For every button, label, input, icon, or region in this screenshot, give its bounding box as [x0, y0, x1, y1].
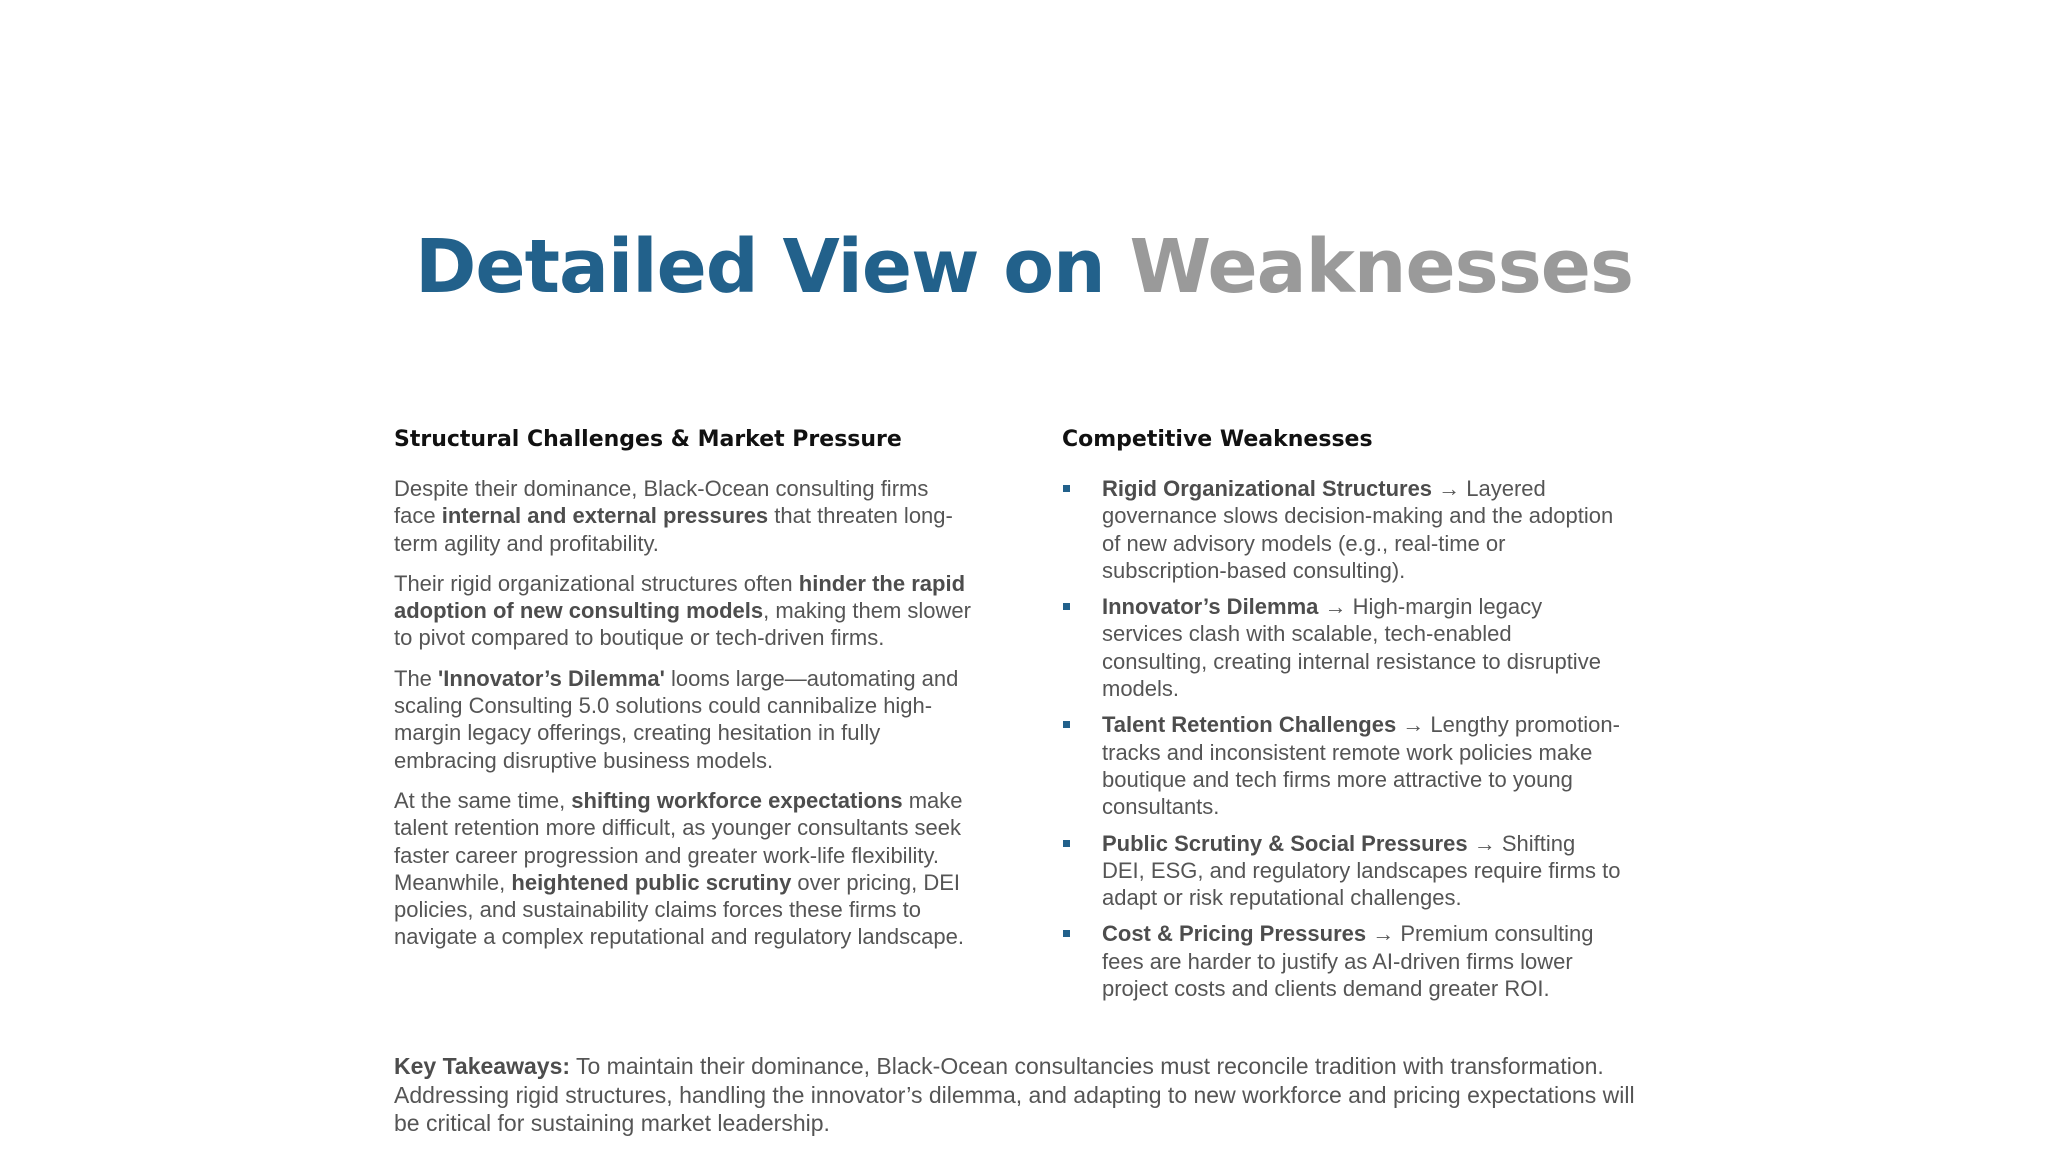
key-takeaways-text: To maintain their dominance, Black-Ocean consultancies must reconcile tradition with transformation. Addressing rigid structures, handling the innovator’s dilemma, and adapting to new workforce and pricing expectations will be critical for sustaining market leadership.	[394, 1053, 1635, 1136]
title-primary: Detailed View on	[414, 224, 1130, 310]
paragraph-text: looms large—automating and scaling Consulting 5.0 solutions could cannibalize high-margin legacy offerings, creating hesitation in fully embracing disruptive business models.	[394, 665, 959, 773]
paragraph-rigid-structures	[394, 570, 974, 652]
paragraph-text: that threaten long-term agility and profitability.	[394, 503, 953, 556]
title-accent: Weaknesses	[1129, 224, 1634, 310]
paragraph-emphasis: 'Innovator’s Dilemma'	[438, 665, 665, 691]
paragraph-text: Despite their dominance, Black-Ocean consulting firms face	[394, 476, 929, 529]
weakness-description: → Lengthy promotion-tracks and inconsistent remote work policies make boutique and tech firms more attractive to young consultants.	[1102, 712, 1620, 820]
list-item	[1062, 593, 1622, 702]
key-takeaways-label: Key Takeaways:	[394, 1053, 571, 1079]
paragraph-pressures	[394, 475, 974, 557]
structural-challenges-heading: Structural Challenges & Market Pressure	[394, 427, 902, 452]
paragraph-text: Their rigid organizational structures often	[394, 570, 799, 596]
square-bullet-icon	[1063, 721, 1070, 728]
list-item	[1062, 475, 1622, 584]
paragraph-emphasis: internal and external pressures	[441, 503, 769, 529]
page-title	[0, 222, 2048, 312]
weakness-title: Talent Retention Challenges	[1102, 712, 1397, 738]
paragraph-text: The	[394, 665, 439, 691]
weakness-description: → High-margin legacy services clash with scalable, tech-enabled consulting, creating internal resistance to disruptive models.	[1102, 594, 1601, 702]
list-item	[1062, 830, 1622, 912]
paragraph-emphasis: hinder the rapid adoption of new consulting models	[394, 570, 966, 624]
weakness-title: Public Scrutiny & Social Pressures	[1102, 830, 1468, 856]
weakness-title: Cost & Pricing Pressures	[1102, 921, 1367, 947]
key-takeaways	[394, 1052, 1654, 1138]
competitive-weaknesses-column	[1062, 425, 1622, 1011]
paragraph-text: At the same time,	[394, 787, 572, 813]
weaknesses-list	[1062, 475, 1622, 1002]
paragraph-text: make talent retention more difficult, as younger consultants seek faster career progression and greater work-life flexibility. Meanwhile,	[394, 787, 963, 895]
competitive-weaknesses-heading: Competitive Weaknesses	[1062, 427, 1373, 452]
list-item	[1062, 920, 1622, 1002]
weakness-description: → Shifting DEI, ESG, and regulatory landscapes require firms to adapt or risk reputational challenges.	[1102, 830, 1621, 911]
paragraph-innovators-dilemma	[394, 665, 974, 774]
paragraph-emphasis: heightened public scrutiny	[511, 869, 792, 895]
paragraph-emphasis: shifting workforce expectations	[571, 787, 903, 813]
paragraph-text: over pricing, DEI policies, and sustainability claims forces these firms to navigate a complex reputational and regulatory landscape.	[394, 869, 964, 950]
weakness-title: Rigid Organizational Structures	[1102, 476, 1433, 501]
structural-challenges-column	[394, 425, 974, 964]
weakness-description: → Layered governance slows decision-making and the adoption of new advisory models (e.g., real-time or subscription-based consulting).	[1102, 476, 1614, 583]
square-bullet-icon	[1063, 930, 1070, 937]
square-bullet-icon	[1063, 603, 1070, 610]
weakness-title: Innovator’s Dilemma	[1102, 594, 1319, 620]
paragraph-text: , making them slower to pivot compared to boutique or tech-driven firms.	[394, 598, 971, 651]
square-bullet-icon	[1063, 485, 1070, 492]
list-item	[1062, 711, 1622, 820]
paragraph-workforce-scrutiny	[394, 787, 974, 951]
weakness-description: → Premium consulting fees are harder to justify as AI-driven firms lower project costs and clients demand greater ROI.	[1102, 921, 1594, 1002]
square-bullet-icon	[1063, 840, 1070, 847]
